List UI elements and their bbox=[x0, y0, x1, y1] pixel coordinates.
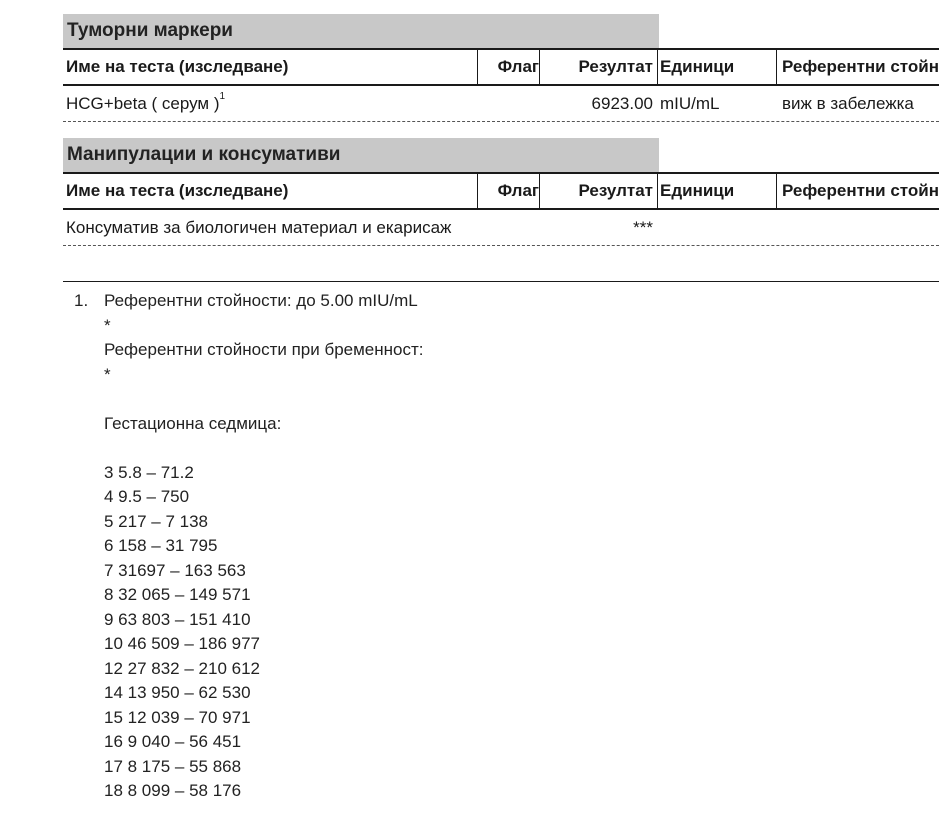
note-line: 14 13 950 – 62 530 bbox=[104, 683, 251, 702]
note-line: 15 12 039 – 70 971 bbox=[104, 707, 251, 727]
note-line: 10 46 509 – 186 977 bbox=[104, 634, 260, 653]
footnote-marker: 1 bbox=[219, 91, 226, 102]
column-header-result: Резултат bbox=[578, 57, 653, 76]
column-divider bbox=[477, 50, 478, 84]
note-line: Референтни стойности при бременност: bbox=[104, 340, 424, 359]
note-body bbox=[104, 289, 423, 804]
note-line: * bbox=[104, 364, 111, 384]
table-row bbox=[63, 86, 939, 122]
section-manipulations bbox=[63, 138, 939, 246]
column-divider bbox=[776, 174, 777, 208]
column-header-flag: Флаг bbox=[497, 181, 539, 200]
note-line: 6 158 – 31 795 bbox=[104, 536, 218, 555]
section-title: Туморни маркери bbox=[63, 14, 659, 48]
note-line: 16 9 040 – 56 451 bbox=[104, 732, 242, 751]
column-header-reference: Референтни стойн bbox=[782, 181, 939, 200]
notes-section bbox=[74, 289, 423, 804]
reference-cell bbox=[782, 210, 939, 245]
section-title: Манипулации и консумативи bbox=[63, 138, 659, 172]
test-name-cell bbox=[66, 86, 476, 121]
note-line: Референтни стойности: до 5.00 mIU/mL bbox=[104, 291, 418, 310]
column-header-flag: Флаг bbox=[497, 57, 539, 76]
note-line bbox=[104, 387, 423, 412]
column-divider bbox=[657, 174, 658, 208]
column-header-result: Резултат bbox=[578, 181, 653, 200]
reference-cell: виж в забележка bbox=[782, 94, 914, 113]
note-line: 8 32 065 – 149 571 bbox=[104, 585, 251, 604]
note-number: 1. bbox=[74, 291, 89, 310]
note-line: 12 27 832 – 210 612 bbox=[104, 658, 260, 678]
note-line: 18 8 099 – 58 176 bbox=[104, 781, 242, 800]
test-name: Консуматив за биологичен материал и екарисаж bbox=[66, 218, 452, 237]
column-header-units: Единици bbox=[660, 57, 735, 76]
units-cell bbox=[660, 210, 770, 245]
note-line: Гестационна седмица: bbox=[104, 413, 282, 433]
column-header-units: Единици bbox=[660, 181, 735, 200]
column-divider bbox=[539, 174, 540, 208]
result-cell: 6923.00 bbox=[591, 94, 653, 113]
note-line: 5 217 – 7 138 bbox=[104, 511, 208, 531]
column-divider bbox=[539, 50, 540, 84]
table-row bbox=[63, 210, 939, 246]
result-cell: *** bbox=[633, 218, 653, 237]
column-divider bbox=[477, 174, 478, 208]
note-line: 17 8 175 – 55 868 bbox=[104, 756, 242, 776]
note-line bbox=[104, 436, 423, 461]
note-line: 3 5.8 – 71.2 bbox=[104, 462, 194, 482]
column-header-reference: Референтни стойн bbox=[782, 57, 939, 76]
note-line: * bbox=[104, 315, 111, 335]
column-header-name: Име на теста (изследване) bbox=[66, 181, 289, 200]
units-cell: mIU/mL bbox=[660, 94, 720, 113]
column-divider bbox=[657, 50, 658, 84]
flag-cell bbox=[483, 86, 539, 121]
note-line: 9 63 803 – 151 410 bbox=[104, 609, 251, 629]
table-header bbox=[63, 48, 939, 86]
table-header bbox=[63, 172, 939, 210]
column-divider bbox=[776, 50, 777, 84]
flag-cell bbox=[483, 210, 539, 245]
notes-divider bbox=[63, 281, 939, 282]
section-tumor-markers bbox=[63, 14, 939, 122]
column-header-name: Име на теста (изследване) bbox=[66, 57, 289, 76]
note-line: 4 9.5 – 750 bbox=[104, 487, 190, 506]
test-name: HCG+beta ( серум ) bbox=[66, 94, 220, 113]
note-line: 7 31697 – 163 563 bbox=[104, 560, 246, 580]
